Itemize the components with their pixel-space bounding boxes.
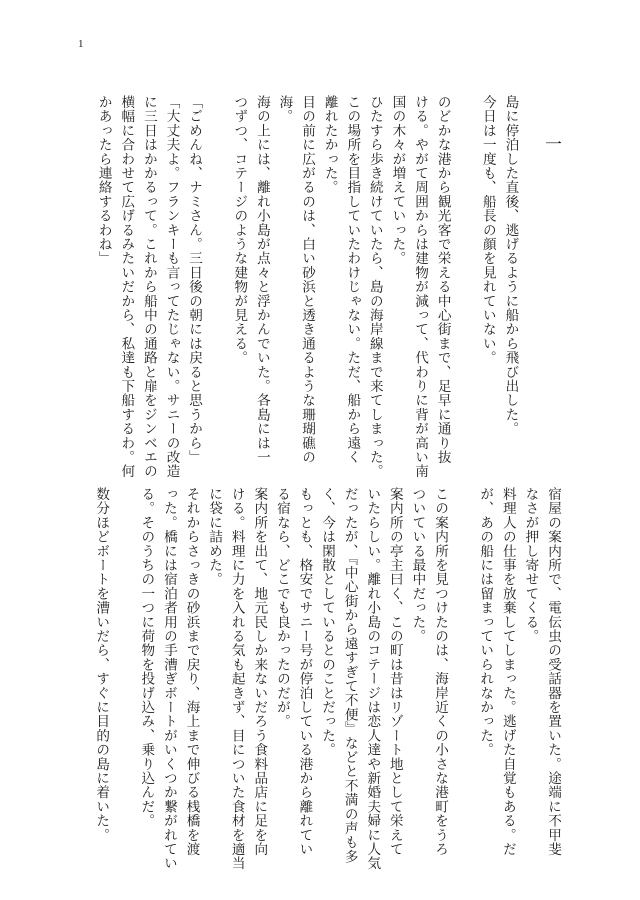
text-line: 海。 — [276, 95, 293, 124]
text-line: 今日は一度も、船長の顔を見れていない。 — [479, 95, 496, 365]
text-line: く、今は閑散としているとのことだった。 — [319, 487, 336, 757]
text-line: る。そのうちの一つに荷物を投げ込み、乗り込んだ。 — [138, 487, 155, 828]
text-line: 島に停泊した直後、逃げるように船から飛び出した。 — [502, 95, 519, 436]
text-line: かあったら連絡するわね」 — [95, 95, 112, 266]
text-line: もっとも、格安でサニー号が停泊している港から離れてい — [296, 487, 313, 857]
text-block-bottom — [64, 487, 564, 871]
text-line: 数分ほどボートを漕いだら、すぐに目的の島に着いた。 — [93, 487, 110, 842]
blank-line — [112, 487, 135, 832]
text-line: この案内所を見つけたのは、海岸近くの小さな港町をうろ — [432, 487, 449, 857]
text-line: った。橋には宿泊者用の手漕ぎボートがいくつか繋がれてい — [160, 487, 177, 871]
text-line: 「ごめんね、ナミさん。三日後の朝には戻ると思うから」 — [186, 95, 203, 465]
text-line: に三日はかかるって。これから船中の通路と扉をジンベエの — [140, 95, 157, 479]
text-line: る宿なら、どこでも良かったのだが。 — [273, 487, 290, 729]
text-line: ついている最中だった。 — [409, 487, 426, 644]
text-line: 離れたかった。 — [321, 95, 338, 195]
text-line: 案内所を出て、地元民しか来ないだろう食料品店に足を向 — [251, 487, 268, 857]
text-line: ける。やがて周囲からは建物が減って、代わりに背が高い南 — [412, 95, 429, 479]
text-line: 料理人の仕事を放棄してしまった。逃げた自覚もある。だ — [499, 487, 516, 857]
text-line: ける。料理に力を入れる気も起きず、目についた食材を適当 — [228, 487, 245, 871]
text-line: 「大丈夫よ。フランキーも言ってたじゃない。サニーの改造 — [163, 95, 180, 479]
chapter-heading: 一 — [541, 135, 561, 153]
blank-line — [454, 95, 477, 450]
text-line: だったが、『中心街から遠すぎて不便』などと不満の声も多 — [341, 487, 358, 864]
text-line: 宿屋の案内所で、電伝虫の受話器を置いた。途端に不甲斐 — [545, 487, 561, 857]
page-number: 1 — [78, 38, 84, 50]
text-line: 案内所の亭主曰く、この町は昔はリゾート地として栄えて — [386, 487, 403, 857]
text-line: いたらしい。離れ小島のコテージは恋人達や新婚夫婦に人気 — [364, 487, 381, 871]
text-line: 目の前に広がるのは、白い砂浜と透き通るような珊瑚礁の — [299, 95, 316, 465]
text-line: 国の木々が増えていった。 — [389, 95, 406, 266]
text-line: それからさっきの砂浜まで戻り、海上まで伸びる桟橋を渡 — [183, 487, 200, 857]
text-line: 海の上には、離れ小島が点々と浮かんでいた。各島には一 — [253, 95, 270, 465]
text-line: のどかな港から観光客で栄える中心街まで、足早に通り抜 — [434, 95, 451, 465]
text-line: ひたすら歩き続けていたら、島の海岸線まで来てしまった。 — [366, 95, 383, 479]
blank-line — [205, 95, 228, 450]
text-line: に袋に詰めた。 — [206, 487, 223, 587]
blank-line — [451, 487, 474, 832]
text-line: この場所を目指していたわけじゃない。ただ、船から遠く — [344, 95, 361, 465]
text-line: 横幅に合わせて広げるみたいだから、私達も下船するわ。何 — [118, 95, 135, 479]
text-line: が、あの船には留まっていられなかった。 — [477, 487, 494, 757]
text-block-top — [95, 95, 564, 479]
text-line: なさが押し寄せてくる。 — [522, 487, 539, 644]
text-line: つずつ、コテージのような建物が見える。 — [231, 95, 248, 365]
